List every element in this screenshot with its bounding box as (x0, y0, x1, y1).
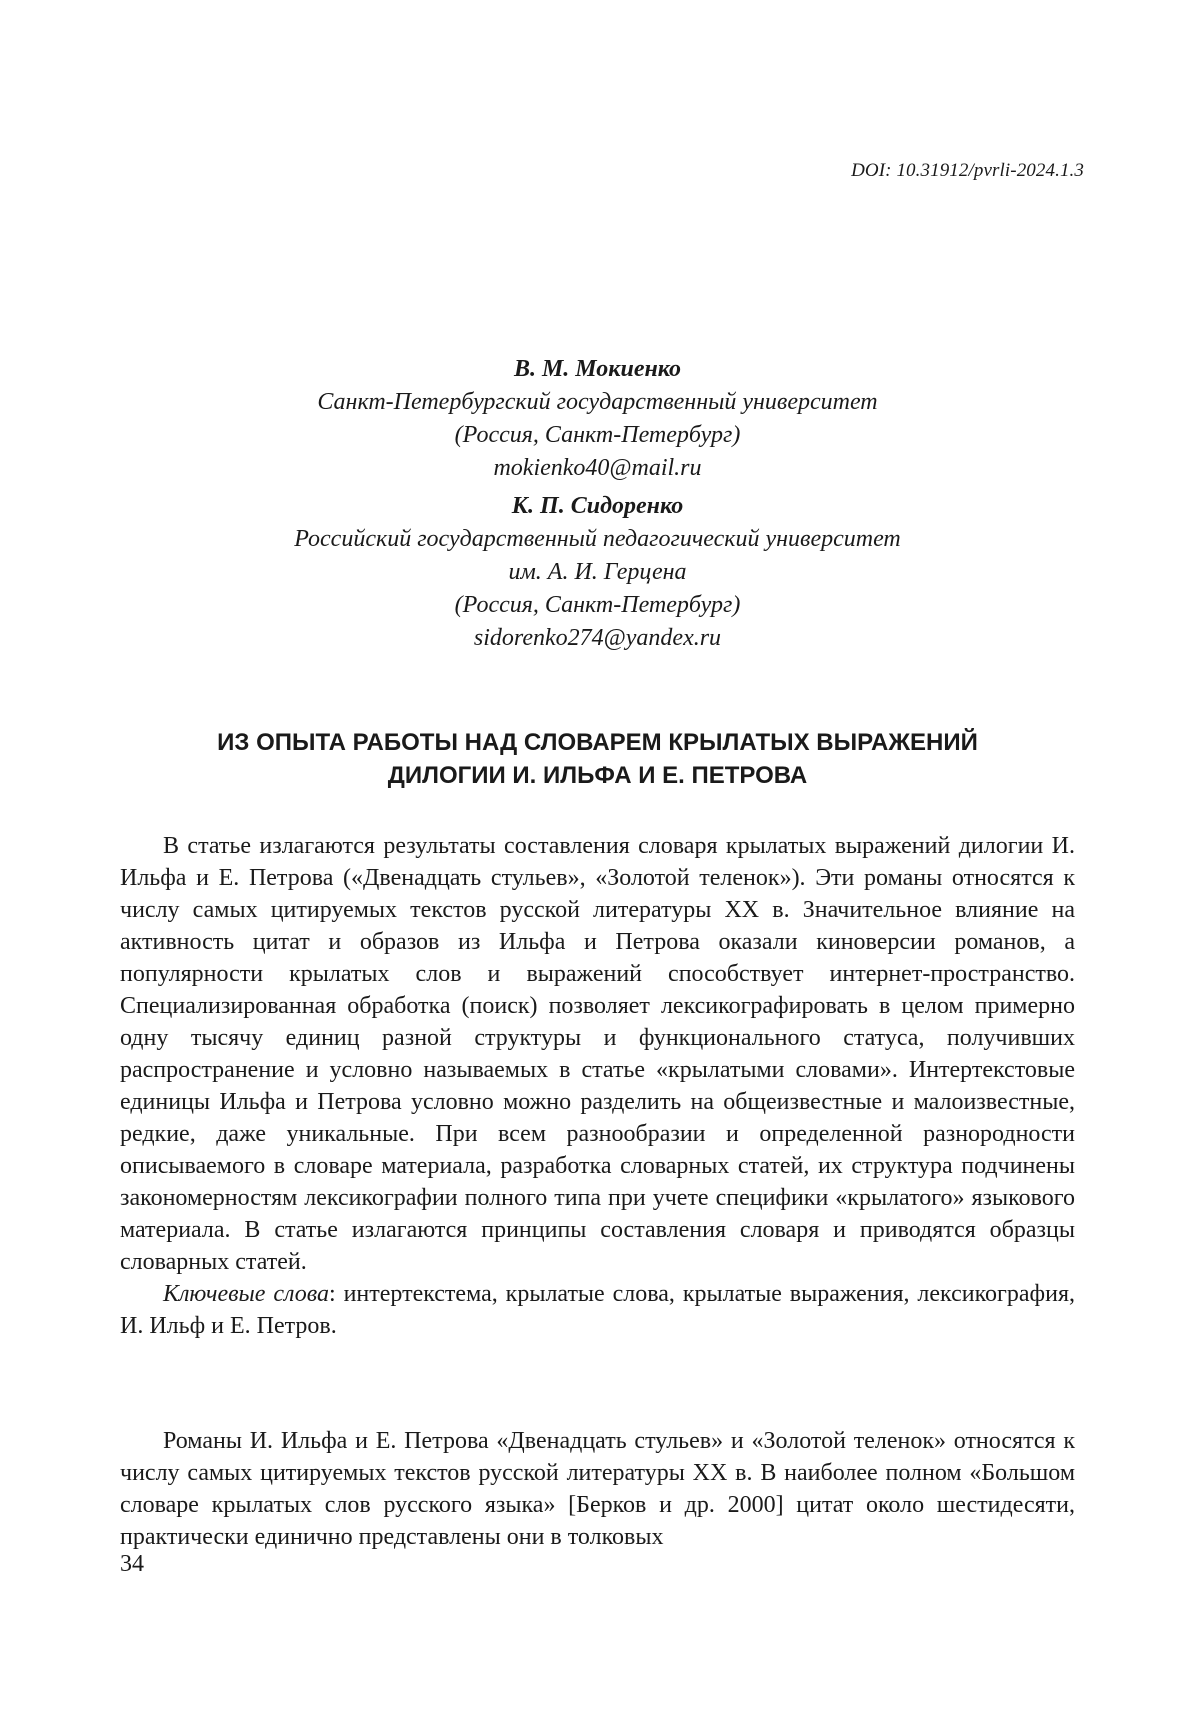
author-affiliation-detail: им. А. И. Герцена (508, 559, 687, 585)
author-1 (120, 353, 1075, 485)
author-affiliation: Санкт-Петербургский государственный университет (317, 389, 878, 415)
author-name: В. М. Мокиенко (513, 356, 682, 382)
author-location: (Россия, Санкт-Петербург) (454, 422, 741, 448)
title-line: ДИЛОГИИ И. ИЛЬФА И Е. ПЕТРОВА (387, 762, 808, 789)
keywords (120, 1278, 1075, 1342)
body-paragraph: Романы И. Ильфа и Е. Петрова «Двенадцать стульев» и «Золотой теленок» относятся к числу самых цитируемых текстов русской литературы XX в. В наиболее полном «Большом словаре крылатых слов русского языка» [Берков и др. 2000] цитат около шестидесяти, практически единично представлены они в толковых (120, 1428, 1075, 1550)
page-number: 34 (120, 1551, 144, 1577)
keywords-text: : интертекстема, крылатые слова, крылатые выражения, лексикография, И. Ильф и Е. Петров. (120, 1281, 1075, 1339)
doi-label: DOI: 10.31912/pvrli-2024.1.3 (851, 160, 1084, 181)
article-title (120, 726, 1075, 792)
author-affiliation: Российский государственный педагогический университет (294, 526, 901, 552)
author-email[interactable]: sidorenko274@yandex.ru (473, 625, 722, 651)
author-name: К. П. Сидоренко (511, 493, 684, 519)
abstract-section (120, 830, 1075, 1342)
abstract-text: В статье излагаются результаты составления словаря крылатых выражений дилогии И. Ильфа и Е. Петрова («Двенадцать стульев», «Золотой теленок»). Эти романы относятся к числу самых цитируемых текстов русской литературы XX в. Значительное влияние на активность цитат и образов из Ильфа и Петрова оказали киноверсии романов, а популярности крылатых слов и выражений способствует интернет-пространство. Специализированная обработка (поиск) позволяет лексикографировать в целом примерно одну тысячу единиц разной структуры и функционального статуса, получивших распространение и условно называемых в статье «крылатыми словами». Интертекстовые единицы Ильфа и Петрова условно можно разделить на общеизвестные и малоизвестные, редкие, даже уникальные. При всем разнообразии и определенной разнородности описываемого в словаре материала, разработка словарных статей, их структура подчинены закономерностям лексикографии полного типа при учете специфики «крылатого» языкового материала. В статье излагаются принципы составления словаря и приводятся образцы словарных статей. (120, 833, 1075, 1275)
authors-block (120, 353, 1075, 655)
title-line: ИЗ ОПЫТА РАБОТЫ НАД СЛОВАРЕМ КРЫЛАТЫХ ВЫРАЖЕНИЙ (217, 729, 978, 756)
author-location: (Россия, Санкт-Петербург) (454, 592, 741, 618)
keywords-label: Ключевые слова (163, 1281, 329, 1307)
body-text (120, 1425, 1075, 1553)
author-email[interactable]: mokienko40@mail.ru (493, 455, 702, 481)
author-2 (120, 490, 1075, 655)
